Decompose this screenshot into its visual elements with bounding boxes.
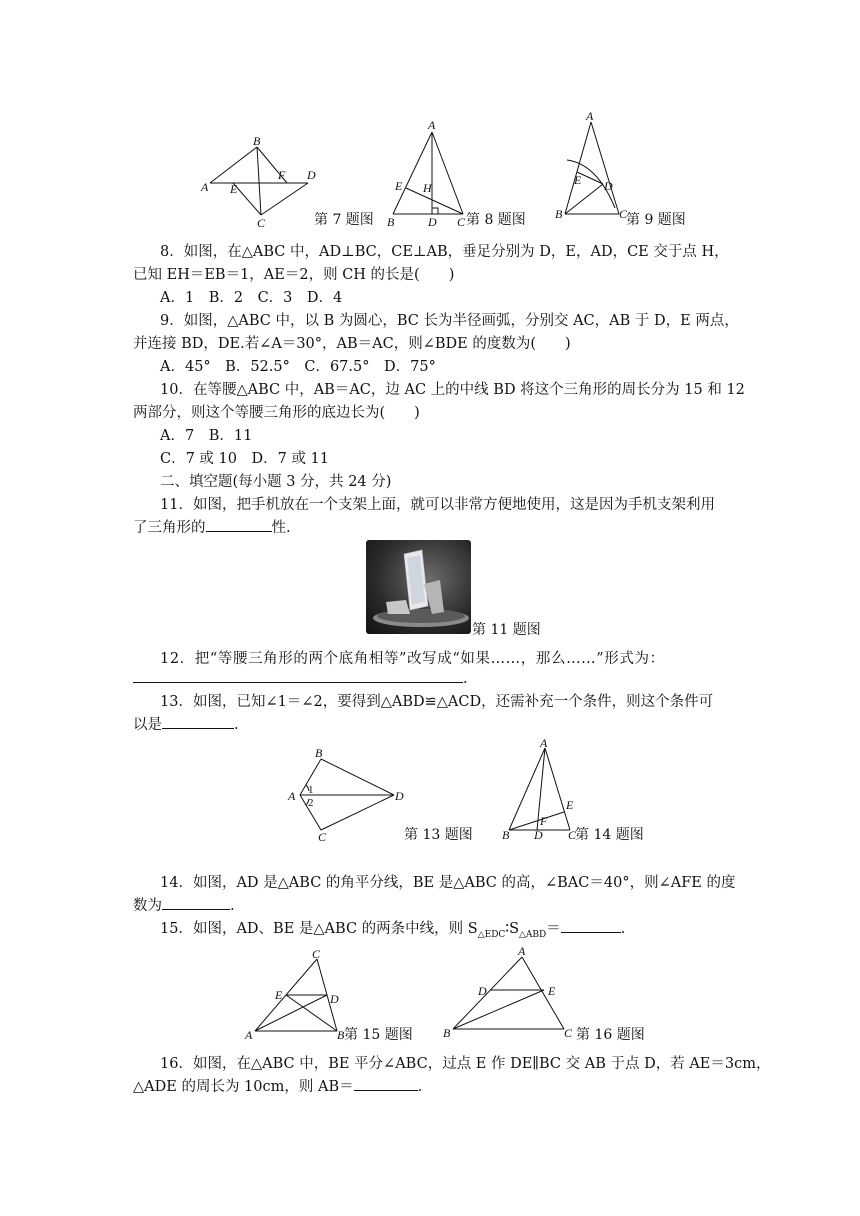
q11-answer-blank[interactable] — [206, 517, 272, 532]
q15-sub-abd: △ABD — [519, 929, 547, 940]
q8-stem: 8．如图，在△ABC 中，AD⊥BC，CE⊥AB，垂足分别为 D，E，AD，CE 交于点 H， — [160, 244, 729, 260]
point-label: B — [443, 1026, 451, 1040]
q16-answer-blank[interactable] — [354, 1076, 418, 1091]
q16-text: △ADE 的周长为 10cm，则 AB＝ — [133, 1079, 354, 1095]
figure-13-diagram — [284, 744, 408, 844]
point-label: C — [457, 215, 466, 229]
point-label: A — [288, 789, 296, 803]
point-label: D — [307, 168, 316, 182]
q12-period: . — [463, 671, 468, 687]
q16-period: . — [417, 1079, 423, 1095]
point-label: D — [478, 984, 487, 998]
point-label: B — [387, 215, 395, 229]
figure-16-caption: 第 16 题图 — [576, 1027, 645, 1043]
q10-options-2: C．7 或 10 D．7 或 11 — [160, 451, 330, 467]
point-label: D — [604, 179, 613, 193]
point-label: E — [574, 173, 582, 187]
q11-stem: 11．如图，把手机放在一个支架上面，就可以非常方便地使用，这是因为手机支架利用 — [160, 497, 715, 513]
q15-equals: ＝ — [546, 921, 561, 937]
q16-stem: 16．如图，在△ABC 中，BE 平分∠ABC，过点 E 作 DE∥BC 交 AB 于点 D，若 AE＝3cm， — [160, 1056, 771, 1072]
point-label: A — [428, 118, 436, 132]
q8-stem-cont: 已知 EH＝EB＝1，AE＝2，则 CH 的长是( ) — [133, 267, 455, 283]
q15-sub-edc: △EDC — [477, 929, 506, 940]
q12-stem: 12．把“等腰三角形的两个底角相等”改写成“如果……，那么……”形式为： — [160, 651, 665, 667]
q11-text: 了三角形的 — [133, 520, 206, 536]
q8-options: A．1 B．2 C．3 D．4 — [160, 290, 343, 306]
point-label: E — [275, 988, 283, 1002]
q9-stem: 9．如图，△ABC 中，以 B 为圆心，BC 长为半径画弧，分别交 AC，AB 于 D，E 两点， — [160, 313, 739, 329]
point-label: D — [330, 992, 339, 1006]
point-label: D — [534, 828, 543, 842]
figure-8-diagram — [385, 118, 470, 228]
figure-11-caption: 第 11 题图 — [472, 622, 541, 638]
figure-7-diagram — [198, 135, 323, 230]
section-heading: 二、填空题(每小题 3 分，共 24 分) — [160, 474, 392, 490]
point-label: B — [502, 828, 510, 842]
point-label: A — [518, 944, 526, 958]
figure-9 — [553, 108, 633, 226]
point-label: H — [423, 181, 432, 195]
point-label: F — [278, 168, 286, 182]
q16-stem-cont — [133, 1076, 733, 1098]
point-label: C — [312, 947, 321, 961]
figure-13 — [284, 744, 408, 844]
q9-stem-cont: 并连接 BD，DE.若∠A＝30°，AB＝AC，则∠BDE 的度数为( ) — [133, 336, 571, 352]
figure-8 — [385, 118, 470, 228]
figure-13-caption: 第 13 题图 — [404, 827, 473, 843]
figure-14-caption: 第 14 题图 — [575, 827, 644, 843]
point-label: B — [315, 746, 323, 760]
q11-stem-cont — [133, 517, 733, 539]
point-label: E — [395, 179, 403, 193]
figure-9-diagram — [553, 108, 633, 226]
point-label: C — [619, 207, 628, 221]
q15-text: 15．如图，AD、BE 是△ABC 的两条中线，则 S — [160, 921, 478, 937]
phone-stand-photo — [366, 540, 471, 634]
q13-stem: 13．如图，已知∠1＝∠2，要得到△ABD≌△ACD，还需补充一个条件，则这个条件可 — [160, 694, 714, 710]
q15-answer-blank[interactable] — [561, 918, 621, 933]
q14-text: 数为 — [133, 898, 162, 914]
q14-stem-cont — [133, 895, 733, 917]
q10-stem: 10．在等腰△ABC 中，AB＝AC，边 AC 上的中线 BD 将这个三角形的周长分为 15 和 12 — [160, 382, 745, 398]
q15-ratio: ∶S — [505, 921, 520, 937]
figure-14 — [500, 735, 585, 843]
figure-7-caption: 第 7 题图 — [314, 212, 374, 228]
figure-9-caption: 第 9 题图 — [626, 212, 686, 228]
point-label: E — [566, 798, 574, 812]
point-label: F — [540, 814, 548, 828]
point-label: C — [318, 830, 327, 844]
q13-text: 以是 — [133, 717, 162, 733]
point-label: A — [245, 1028, 253, 1042]
point-label: A — [201, 180, 209, 194]
q10-stem-cont: 两部分，则这个等腰三角形的底边长为( ) — [133, 405, 420, 421]
point-label: B — [555, 207, 563, 221]
q15-period: . — [620, 921, 626, 937]
q9-options: A．45° B．52.5° C．67.5° D．75° — [160, 359, 436, 375]
point-label: E — [548, 984, 556, 998]
q13-stem-cont — [133, 714, 733, 736]
q13-answer-blank[interactable] — [162, 714, 234, 729]
q14-answer-blank[interactable] — [162, 895, 230, 910]
q15-stem — [160, 918, 760, 946]
q12-answer-blank[interactable] — [133, 668, 463, 683]
figure-14-diagram — [500, 735, 585, 843]
point-label: E — [230, 182, 238, 196]
angle-label: 1 — [308, 784, 314, 796]
point-label: C — [564, 1026, 573, 1040]
q14-stem: 14．如图，AD 是△ABC 的角平分线，BE 是△ABC 的高，∠BAC＝40°，则∠AFE 的度 — [160, 875, 736, 891]
figure-15-diagram — [243, 947, 347, 1041]
q11-text-end: 性. — [271, 520, 291, 536]
point-label: C — [257, 216, 266, 230]
q13-period: . — [234, 717, 239, 733]
figure-16 — [441, 945, 577, 1041]
figure-7 — [198, 135, 323, 230]
point-label: D — [428, 215, 437, 229]
phone-stand-image — [366, 540, 471, 634]
q12-answer-line — [133, 668, 733, 690]
point-label: A — [586, 109, 594, 123]
point-label: D — [395, 789, 404, 803]
point-label: C — [568, 828, 577, 842]
q14-period: . — [230, 898, 235, 914]
point-label: B — [337, 1028, 345, 1042]
figure-15-caption: 第 15 题图 — [344, 1027, 413, 1043]
q10-options-1: A．7 B．11 — [160, 428, 253, 444]
figure-8-caption: 第 8 题图 — [466, 212, 526, 228]
point-label: B — [253, 134, 261, 148]
angle-label: 2 — [308, 797, 314, 809]
figure-15 — [243, 947, 347, 1041]
figure-16-diagram — [441, 945, 577, 1041]
point-label: A — [540, 736, 548, 750]
